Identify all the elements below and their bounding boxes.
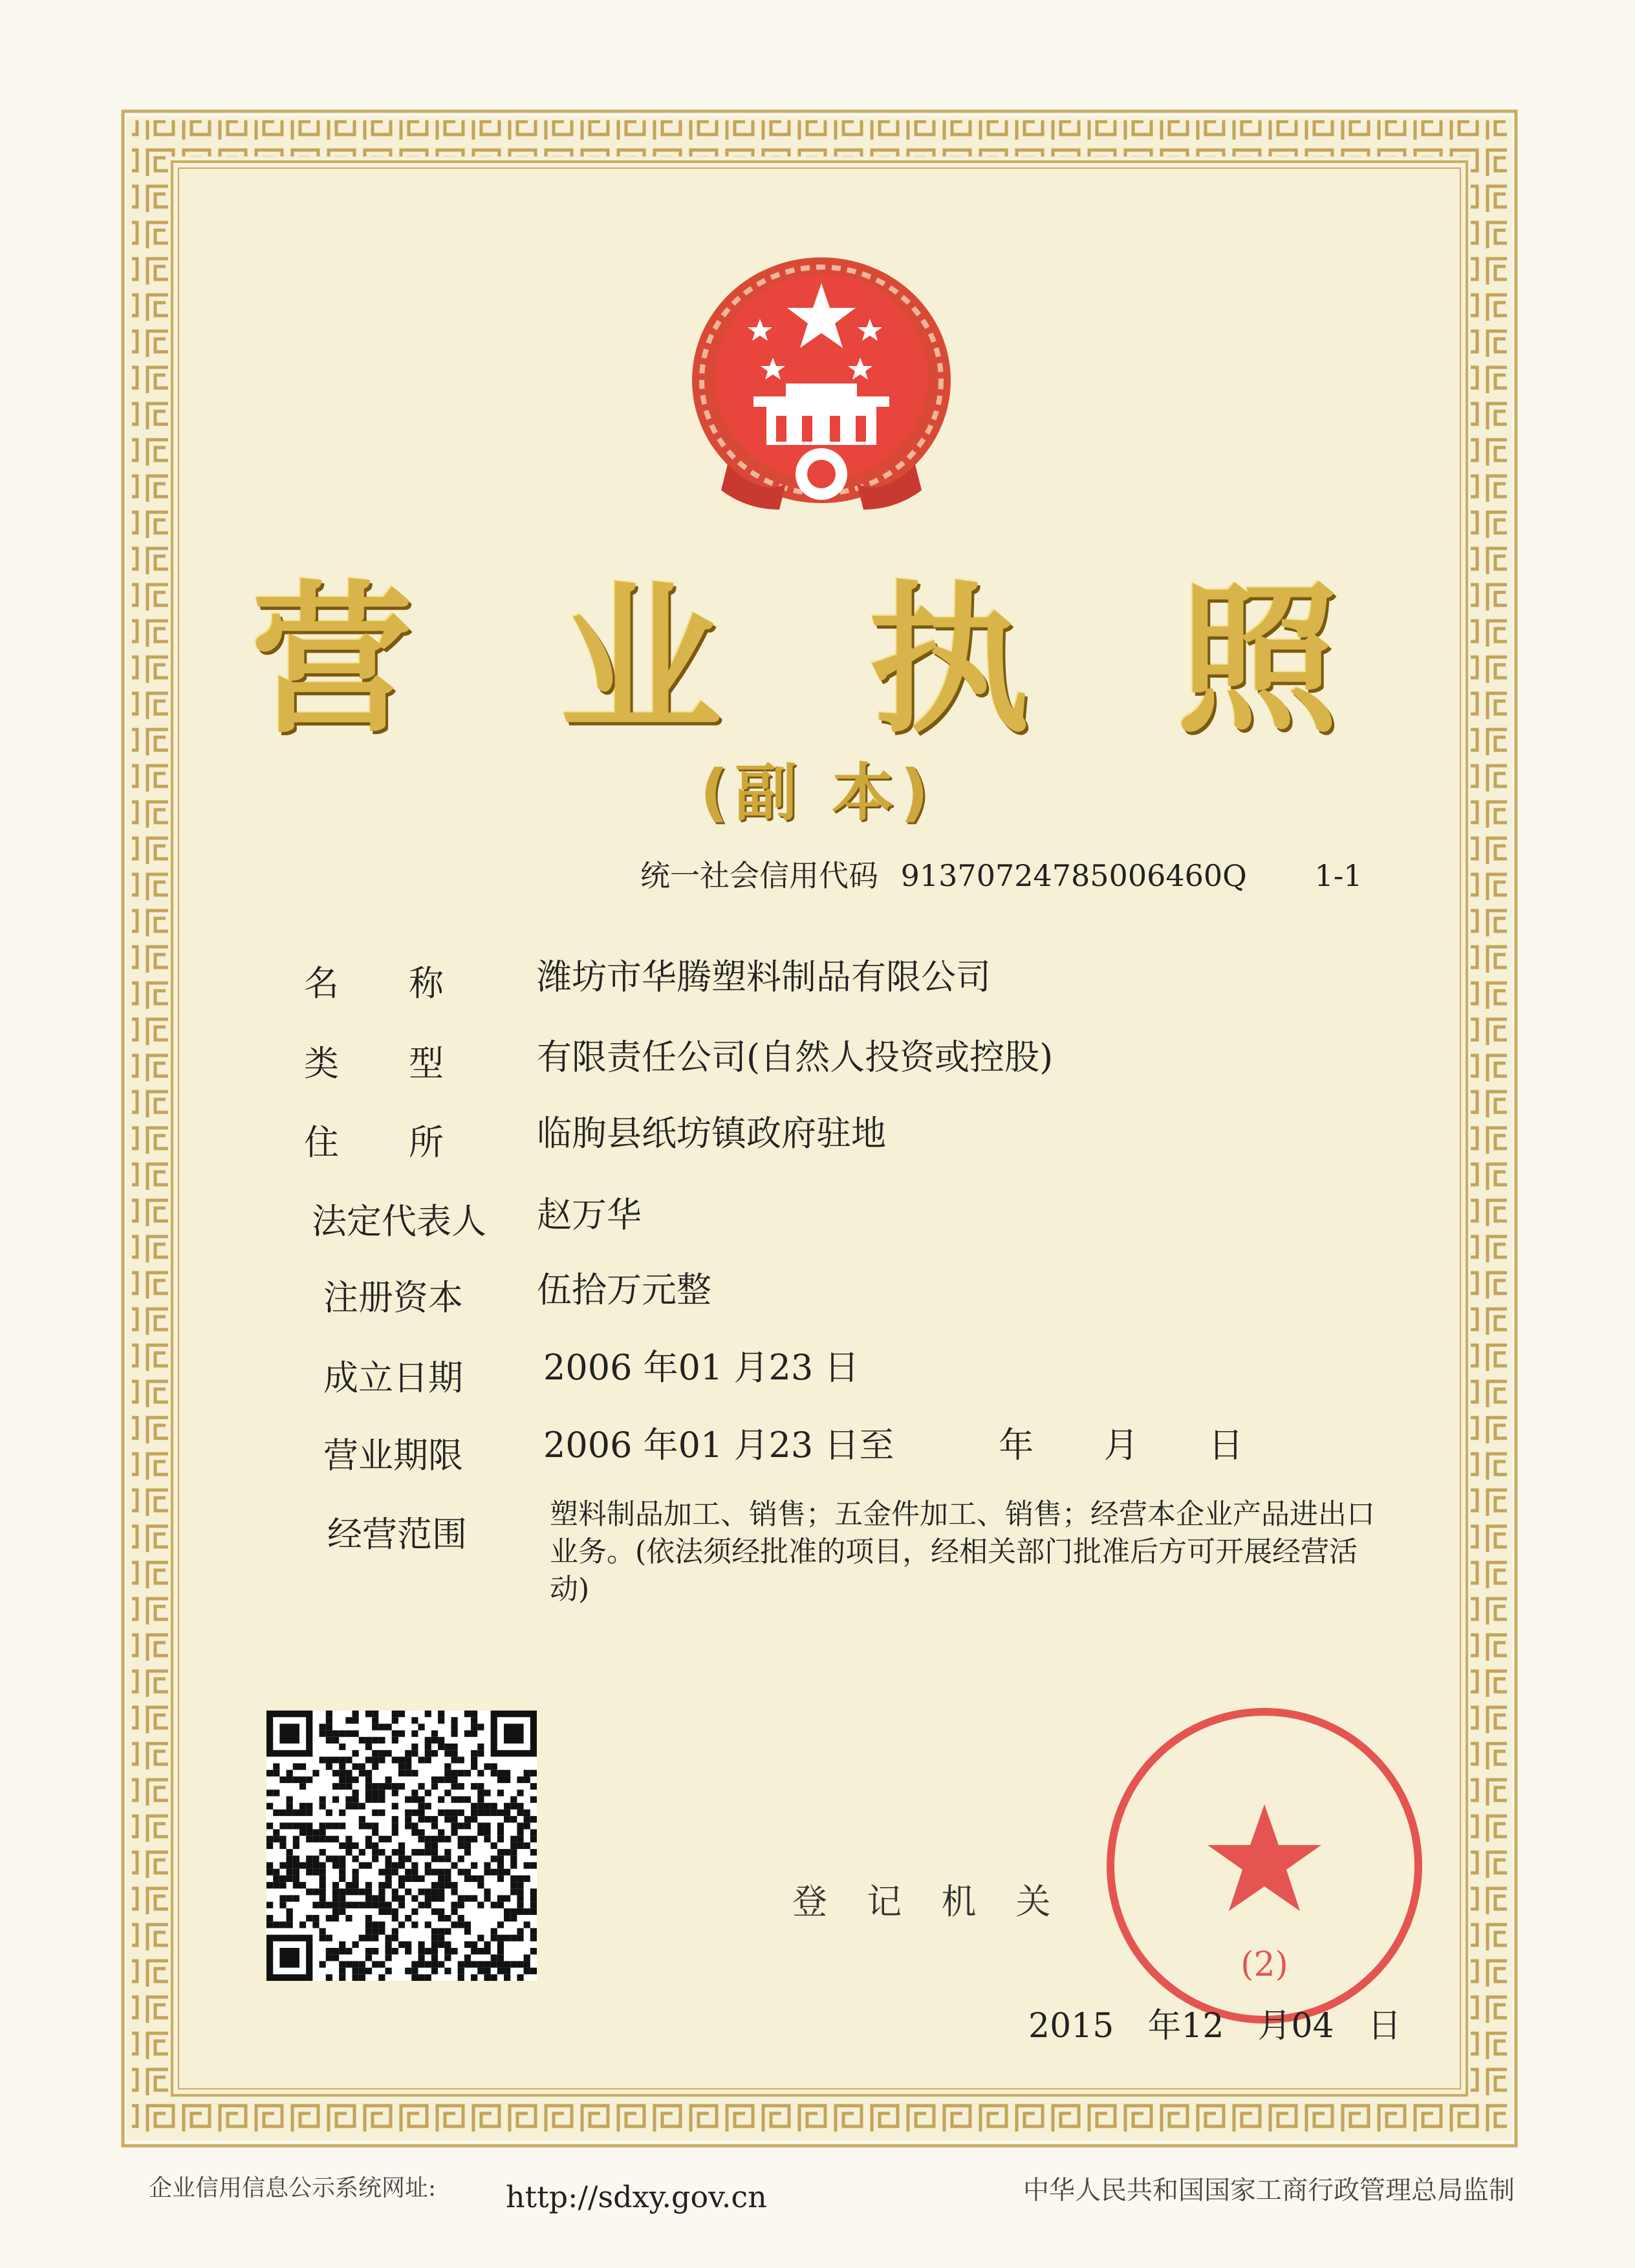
license-subtitle: (副 本): [700, 757, 935, 829]
field-value-address: 临朐县纸坊镇政府驻地: [537, 1113, 886, 1154]
field-value-capital: 伍拾万元整: [537, 1269, 711, 1310]
field-value-founded: 2006 年01 月23 日: [543, 1347, 860, 1388]
field-label-name: 名 称: [304, 963, 444, 1004]
license-title: 营 业 执 照: [251, 567, 1384, 755]
field-value-legal-rep: 赵万华: [537, 1194, 642, 1235]
credit-code-label: 统一社会信用代码: [640, 858, 878, 893]
registration-authority-label: 登 记 机 关: [792, 1881, 1065, 1922]
certificate-serial: 1-1: [1314, 858, 1363, 893]
credit-code-value: 91370724785006460Q: [900, 858, 1247, 893]
credit-code-line: [640, 852, 1376, 895]
issue-date: 2015 年12 月04 日: [1028, 2007, 1402, 2046]
field-value-term: 2006 年01 月23 日至 年 月 日: [543, 1425, 1244, 1465]
national-emblem-icon: [682, 251, 960, 523]
official-seal-icon: [1096, 1698, 1433, 2034]
footer-url-link[interactable]: http://sdxy.gov.cn: [506, 2179, 767, 2214]
field-label-capital: 注册资本: [323, 1277, 463, 1318]
field-label-founded: 成立日期: [323, 1357, 463, 1398]
field-value-type: 有限责任公司(自然人投资或控股): [537, 1037, 1054, 1077]
footer-system-label: 企业信用信息公示系统网址:: [149, 2175, 437, 2201]
field-label-term: 营业期限: [323, 1435, 463, 1476]
field-label-scope: 经营范围: [327, 1514, 467, 1555]
field-value-name: 潍坊市华腾塑料制品有限公司: [537, 956, 991, 997]
qr-code-icon: [266, 1711, 537, 1981]
field-label-type: 类 型: [304, 1043, 444, 1084]
footer-issuer-note: 中华人民共和国国家工商行政管理总局监制: [1023, 2176, 1515, 2205]
field-value-scope: 塑料制品加工、销售；五金件加工、销售；经营本企业产品进出口业务。(依法须经批准的项目，经相关部门批准后方可开展经营活动): [550, 1498, 1375, 1606]
svg-text:(2): (2): [1240, 1945, 1288, 1984]
field-label-legal-rep: 法定代表人: [312, 1201, 486, 1242]
field-label-address: 住 所: [304, 1122, 444, 1163]
